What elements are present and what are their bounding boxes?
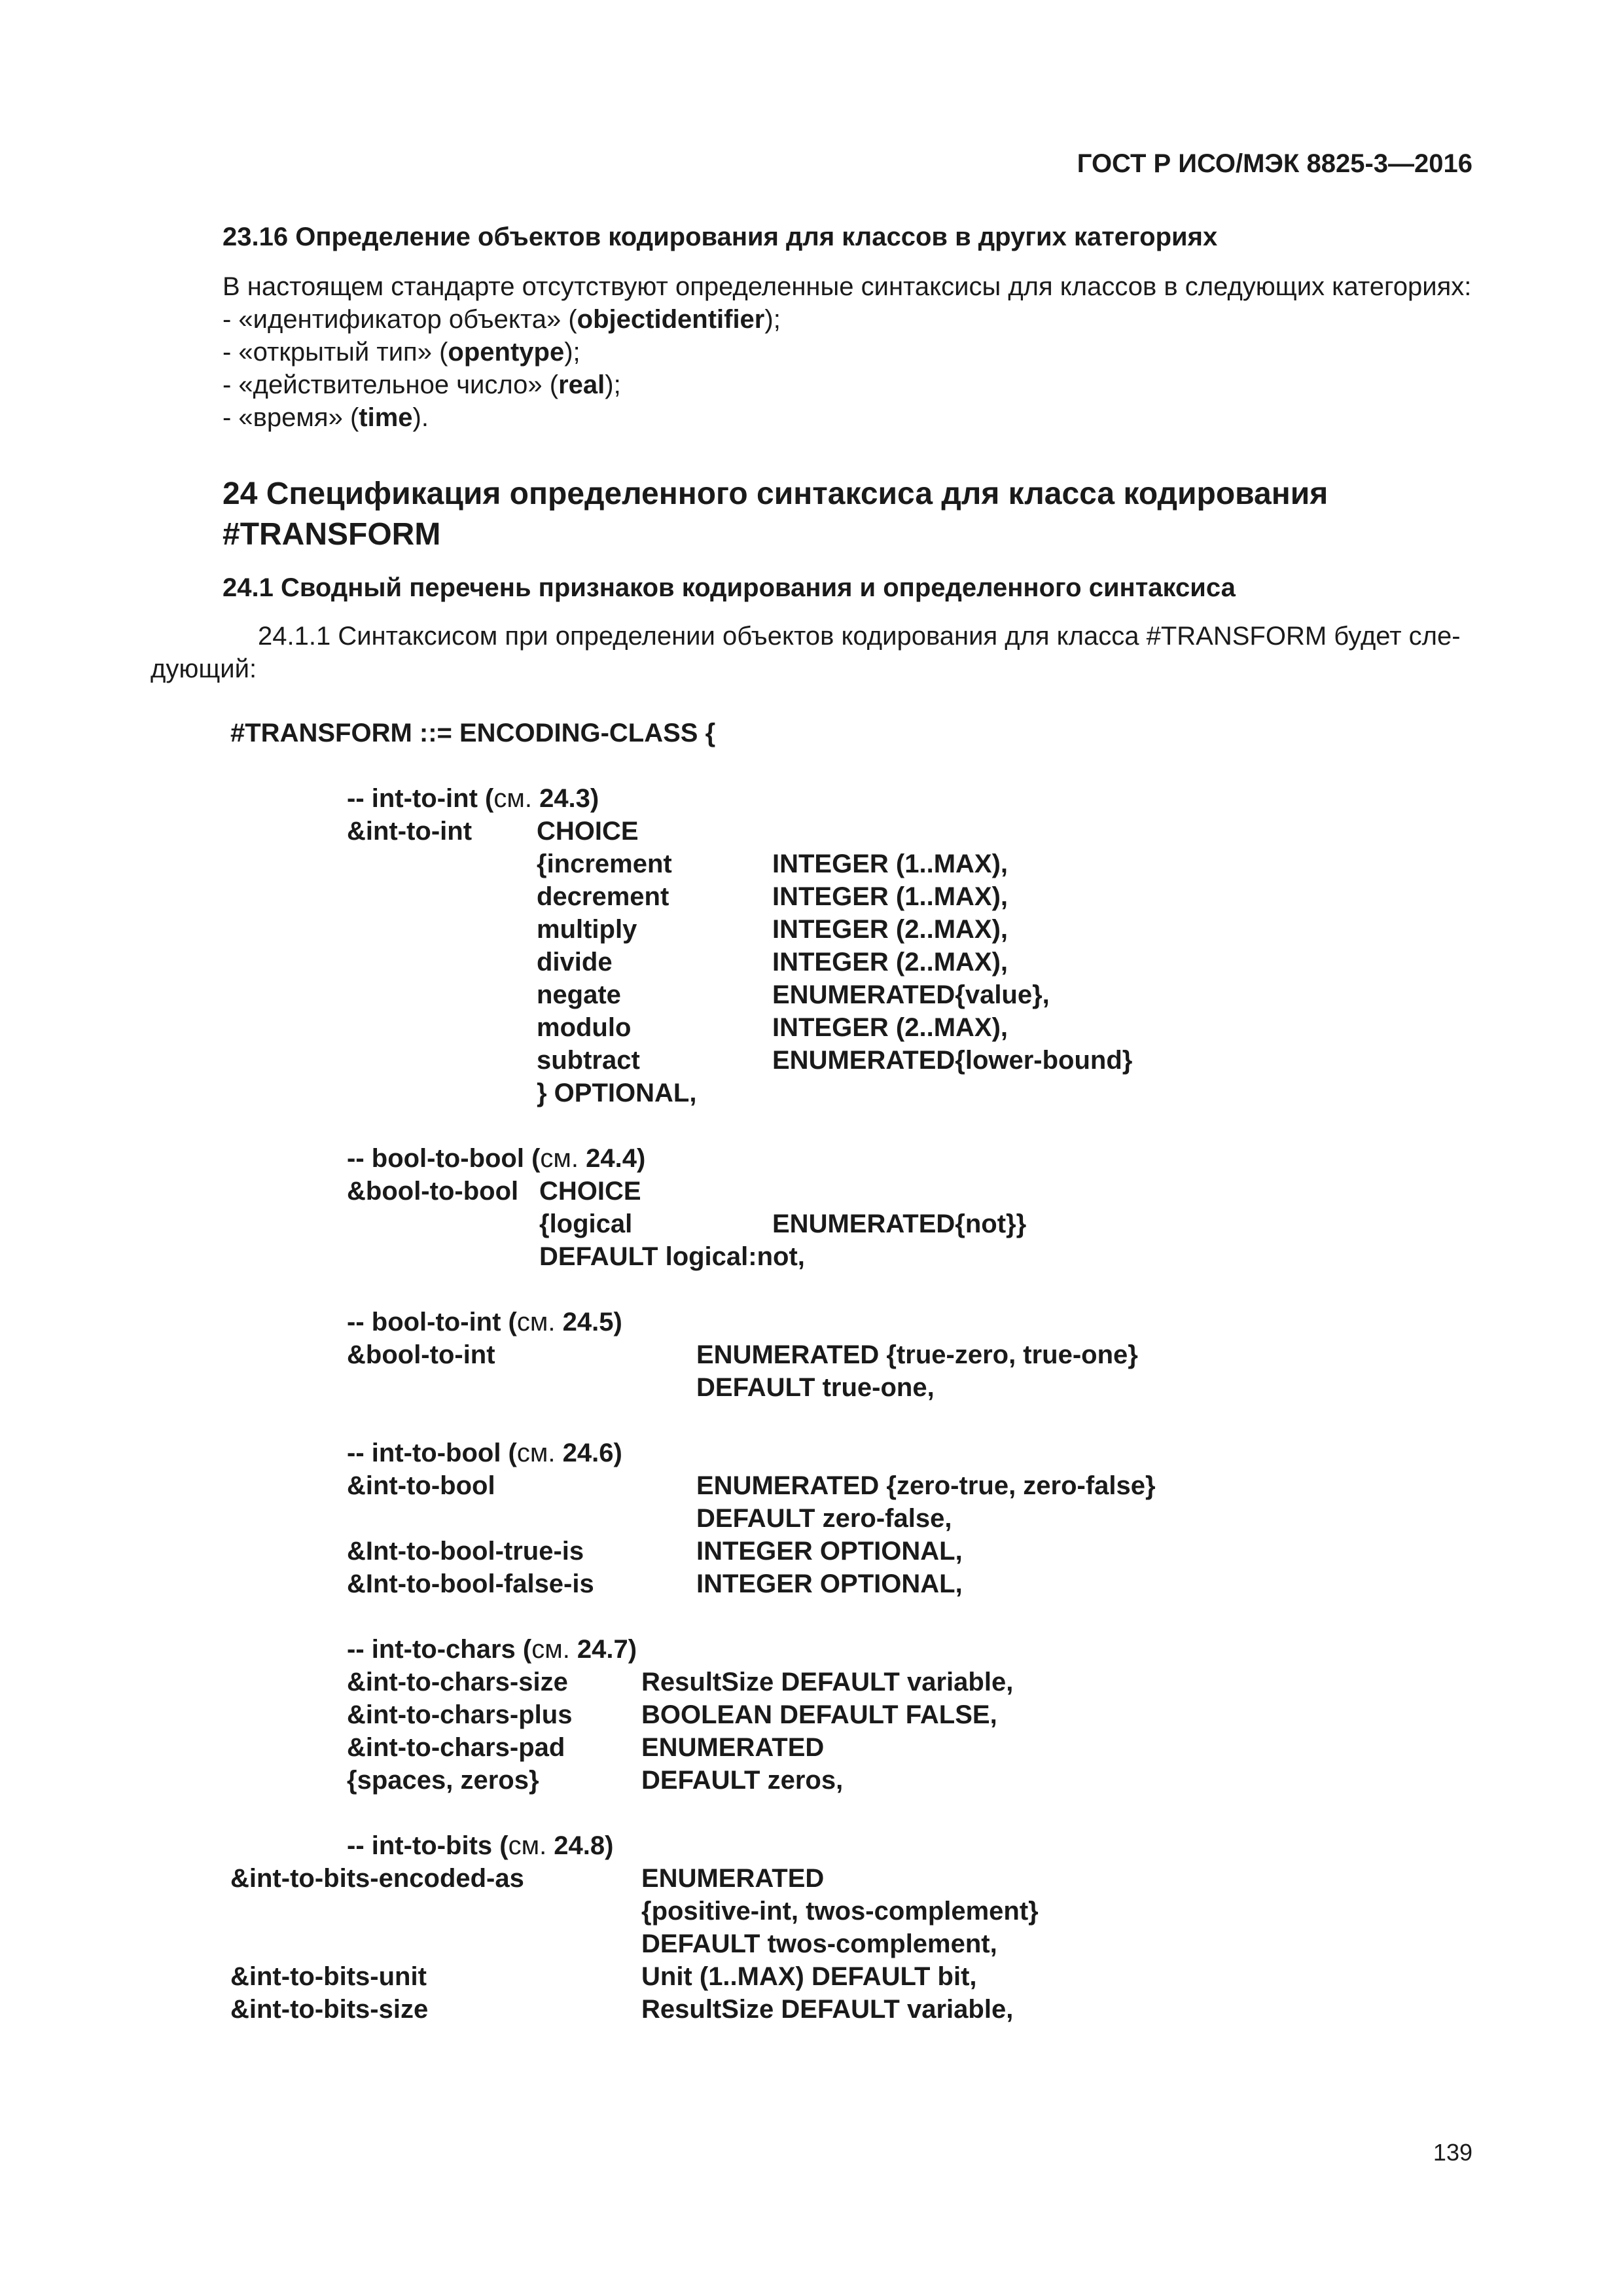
- see-ref: см.: [493, 784, 532, 813]
- code-choice-closing: } OPTIONAL,: [537, 1079, 697, 1107]
- comment-text: -- bool-to-bool (: [347, 1144, 541, 1173]
- section-24-1-title: 24.1 Сводный перечень признаков кодирования и определенного синтаксиса: [223, 573, 1236, 602]
- list-item-term: real: [558, 370, 605, 399]
- code-choice-type: INTEGER (1..MAX),: [772, 882, 1008, 911]
- code-choice: CHOICE: [539, 1177, 641, 1206]
- code-default: DEFAULT zero-false,: [696, 1504, 952, 1533]
- comment-ref: 24.8): [546, 1831, 614, 1860]
- list-item-prefix: - «идентификатор объекта» (: [223, 305, 577, 334]
- code-default: DEFAULT true-one,: [696, 1373, 935, 1402]
- code-field-int-to-bool-false-is: &Int-to-bool-false-is: [347, 1570, 594, 1598]
- code-comment-bool-to-int: [347, 1308, 622, 1337]
- list-item-suffix: );: [764, 305, 781, 334]
- code-field-int-to-bits-encoded-as: &int-to-bits-encoded-as: [230, 1864, 524, 1893]
- comment-text: -- int-to-chars (: [347, 1635, 532, 1664]
- code-choice-name: modulo: [537, 1013, 632, 1042]
- code-choice: CHOICE: [537, 817, 639, 846]
- code-type: ENUMERATED {true-zero, true-one}: [696, 1340, 1138, 1369]
- code-field-int-to-int: &int-to-int: [347, 817, 473, 846]
- section-24-title-line1: 24 Спецификация определенного синтаксиса для класса кодирования: [223, 476, 1329, 511]
- code-choice-type: ENUMERATED{not}}: [772, 1210, 1027, 1238]
- list-item: [223, 370, 621, 400]
- code-field-int-to-bits-unit: &int-to-bits-unit: [230, 1962, 427, 1991]
- code-default: DEFAULT twos-complement,: [641, 1929, 997, 1958]
- code-choice-name: divide: [537, 948, 613, 977]
- code-choice-type: ENUMERATED{lower-bound}: [772, 1046, 1133, 1075]
- code-type: ResultSize DEFAULT variable,: [641, 1668, 1014, 1696]
- code-type: Unit (1..MAX) DEFAULT bit,: [641, 1962, 977, 1991]
- code-field: {spaces, zeros}: [347, 1766, 539, 1795]
- list-item-term: time: [359, 403, 413, 432]
- code-type: INTEGER OPTIONAL,: [696, 1570, 963, 1598]
- list-item-prefix: - «время» (: [223, 403, 359, 432]
- code-type: ENUMERATED: [641, 1864, 825, 1893]
- comment-ref: 24.6): [555, 1439, 622, 1467]
- list-item: [223, 403, 429, 433]
- paragraph-24-1-1-line1: 24.1.1 Синтаксисом при определении объектов кодирования для класса #TRANSFORM будет сле-: [258, 622, 1461, 651]
- code-choice-name: {increment: [537, 850, 672, 878]
- code-comment-int-to-int: [347, 784, 599, 814]
- code-type: INTEGER OPTIONAL,: [696, 1537, 963, 1566]
- section-23-16-title: 23.16 Определение объектов кодирования для классов в других категориях: [223, 223, 1218, 251]
- code-comment-int-to-bool: [347, 1439, 622, 1468]
- code-choice-type: INTEGER (2..MAX),: [772, 948, 1008, 977]
- code-type: {positive-int, twos-complement}: [641, 1897, 1039, 1926]
- comment-text: -- int-to-int (: [347, 784, 494, 813]
- paragraph-24-1-1-line2: дующий:: [151, 655, 257, 683]
- section-24-title-line2: #TRANSFORM: [223, 517, 441, 552]
- code-field-bool-to-bool: &bool-to-bool: [347, 1177, 519, 1206]
- list-item: [223, 338, 580, 367]
- code-type: ENUMERATED: [641, 1733, 825, 1762]
- section-23-16-intro: В настоящем стандарте отсутствуют определенные синтаксисы для классов в следующих категориях:: [223, 272, 1472, 301]
- code-choice-type: INTEGER (1..MAX),: [772, 850, 1008, 878]
- code-choice-type: ENUMERATED{value},: [772, 980, 1050, 1009]
- code-choice-name: decrement: [537, 882, 669, 911]
- comment-ref: 24.7): [569, 1635, 637, 1664]
- see-ref: см.: [531, 1635, 570, 1664]
- code-choice-name: subtract: [537, 1046, 640, 1075]
- list-item: [223, 305, 781, 334]
- comment-text: -- int-to-bits (: [347, 1831, 508, 1860]
- see-ref: см.: [516, 1308, 556, 1336]
- see-ref: см.: [540, 1144, 579, 1173]
- comment-ref: 24.3): [531, 784, 599, 813]
- list-item-suffix: ).: [412, 403, 429, 432]
- code-type: BOOLEAN DEFAULT FALSE,: [641, 1700, 997, 1729]
- code-comment-bool-to-bool: [347, 1144, 645, 1174]
- code-field: &int-to-chars-pad: [347, 1733, 565, 1762]
- list-item-term: opentype: [448, 338, 565, 367]
- list-item-suffix: );: [564, 338, 580, 367]
- code-choice-type: INTEGER (2..MAX),: [772, 1013, 1008, 1042]
- code-comment-int-to-bits: [347, 1831, 613, 1861]
- code-type: ENUMERATED {zero-true, zero-false}: [696, 1471, 1156, 1500]
- code-field-int-to-bits-size: &int-to-bits-size: [230, 1995, 429, 2024]
- code-field-int-to-bool-true-is: &Int-to-bool-true-is: [347, 1537, 584, 1566]
- code-choice-name: negate: [537, 980, 621, 1009]
- document-header: ГОСТ Р ИСО/МЭК 8825-3—2016: [1077, 149, 1472, 178]
- code-type: ResultSize DEFAULT variable,: [641, 1995, 1014, 2024]
- code-field: &int-to-chars-plus: [347, 1700, 573, 1729]
- list-item-prefix: - «действительное число» (: [223, 370, 559, 399]
- code-field-bool-to-int: &bool-to-int: [347, 1340, 495, 1369]
- page-number: 139: [1433, 2139, 1472, 2166]
- code-choice-name: {logical: [539, 1210, 633, 1238]
- see-ref: см.: [508, 1831, 547, 1860]
- list-item-prefix: - «открытый тип» (: [223, 338, 448, 367]
- see-ref: см.: [516, 1439, 556, 1467]
- comment-text: -- bool-to-int (: [347, 1308, 517, 1336]
- code-type: DEFAULT zeros,: [641, 1766, 844, 1795]
- comment-ref: 24.5): [555, 1308, 622, 1336]
- code-choice-name: multiply: [537, 915, 637, 944]
- list-item-suffix: );: [605, 370, 621, 399]
- code-opening: #TRANSFORM ::= ENCODING-CLASS {: [230, 719, 716, 747]
- comment-text: -- int-to-bool (: [347, 1439, 517, 1467]
- list-item-term: objectidentifier: [577, 305, 765, 334]
- code-choice-type: INTEGER (2..MAX),: [772, 915, 1008, 944]
- section-24-title: [223, 474, 1328, 555]
- code-comment-int-to-chars: [347, 1635, 637, 1664]
- code-field-int-to-bool: &int-to-bool: [347, 1471, 495, 1500]
- comment-ref: 24.4): [579, 1144, 646, 1173]
- code-default: DEFAULT logical:not,: [539, 1242, 805, 1271]
- code-field: &int-to-chars-size: [347, 1668, 568, 1696]
